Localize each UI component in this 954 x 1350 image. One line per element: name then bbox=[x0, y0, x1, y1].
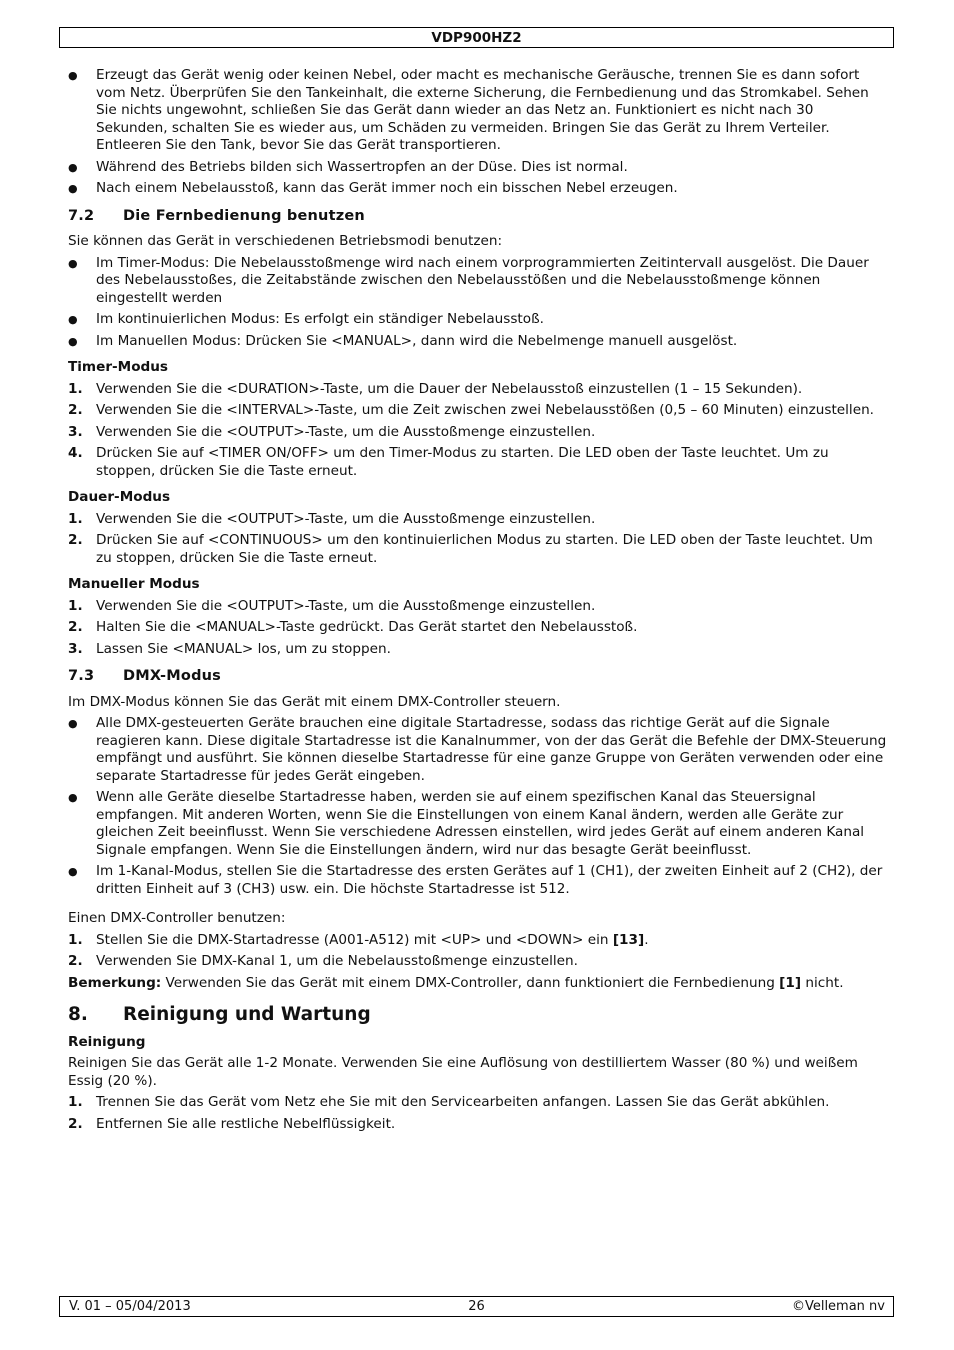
step-item: 2. Entfernen Sie alle restliche Nebelflüssigkeit. bbox=[68, 1115, 396, 1132]
bullet-icon: ● bbox=[68, 865, 78, 878]
reference-13: [13] bbox=[612, 931, 645, 948]
step-item: 3. Lassen Sie <MANUAL> los, um zu stoppen. bbox=[68, 640, 391, 657]
subheading-manueller-modus: Manueller Modus bbox=[68, 576, 200, 592]
intro-bullet-list bbox=[68, 67, 888, 198]
bullet-icon: ● bbox=[68, 69, 78, 82]
step-item: 1. Verwenden Sie die <OUTPUT>-Taste, um die Ausstoßmenge einzustellen. bbox=[68, 597, 596, 614]
subheading-timer-modus: Timer-Modus bbox=[68, 359, 169, 375]
bullet-icon: ● bbox=[68, 313, 78, 326]
section-heading-7-3: 7.3 DMX-Modus bbox=[68, 668, 222, 684]
page-content bbox=[68, 67, 888, 1137]
step-item: 3. Verwenden Sie die <OUTPUT>-Taste, um die Ausstoßmenge einzustellen. bbox=[68, 423, 596, 440]
step-item: 2. Halten Sie die <MANUAL>-Taste gedrückt. Das Gerät startet den Nebelausstoß. bbox=[68, 619, 638, 635]
list-item: ● Erzeugt das Gerät wenig oder keinen Nebel, oder macht es mechanische Geräusche, trennen Sie es dann sofort vom Netz. Überprüfen Sie den Tankeinhalt, die externe Sicherung, die Fernbedienung und das Stromkabel. Sehen Sie nichts ungewohnt, schließen Sie das Gerät dann wieder an das Netz an. Funktioniert es nicht nach 30 Sekunden, schalten Sie es wieder aus, um Schäden zu vermeiden. Bringen Sie das Gerät zu Ihrem Verteiler. Entleeren Sie den Tank, bevor Sie das Gerät transportieren. bbox=[68, 67, 869, 153]
subheading-dauer-modus: Dauer-Modus bbox=[68, 489, 171, 505]
list-item: ● Im Timer-Modus: Die Nebelausstoßmenge wird nach einem vorprogrammierten Zeitintervall ausgelöst. Die Dauer des Nebelausstoßes, die Zeitabstände zwischen den Nebelausstößen und die Nebelausstoßmenge können eingestellt werden bbox=[68, 254, 869, 306]
bullet-icon: ● bbox=[68, 182, 78, 195]
list-item: ● Im kontinuierlichen Modus: Es erfolgt ein ständiger Nebelausstoß. bbox=[68, 311, 544, 327]
list-item: ● Im 1-Kanal-Modus, stellen Sie die Startadresse des ersten Gerätes auf 1 (CH1), der zweiten Einheit auf 2 (CH2), der dritten Einheit auf 3 (CH3) usw. ein. Die höchste Startadresse ist 512. bbox=[68, 863, 883, 897]
footer-copyright: ©Velleman nv bbox=[791, 1299, 885, 1314]
step-item: 1. Verwenden Sie die <OUTPUT>-Taste, um die Ausstoßmenge einzustellen. bbox=[68, 510, 596, 527]
step-item: 2. Drücken Sie auf <CONTINUOUS> um den kontinuierlichen Modus zu starten. Die LED oben der Taste leuchtet. Um zu stoppen, drücken Sie die Taste erneut. bbox=[68, 532, 873, 566]
footer-page-number: 26 bbox=[468, 1299, 485, 1314]
step-item: 1. Trennen Sie das Gerät vom Netz ehe Sie mit den Servicearbeiten anfangen. Lassen Sie das Gerät abkühlen. bbox=[68, 1094, 830, 1110]
step-item: 1. Verwenden Sie die <DURATION>-Taste, um die Dauer der Nebelausstoß einzustellen (1 – 15 Sekunden). bbox=[68, 380, 803, 397]
bullet-icon: ● bbox=[68, 334, 78, 348]
bullet-icon: ● bbox=[68, 160, 78, 174]
step-item: 1. Stellen Sie die DMX-Startadresse (A001-A512) mit <UP> und <DOWN> ein [13]. bbox=[68, 931, 649, 948]
footer-version: V. 01 – 05/04/2013 bbox=[69, 1299, 191, 1314]
section-heading-7-2: 7.2 Die Fernbedienung benutzen bbox=[68, 207, 365, 224]
list-item: ● Im Manuellen Modus: Drücken Sie <MANUAL>, dann wird die Nebelmenge manuell ausgelöst. bbox=[68, 332, 738, 349]
page-footer bbox=[59, 1296, 894, 1317]
step-item: 2. Verwenden Sie die <INTERVAL>-Taste, um die Zeit zwischen zwei Nebelausstößen (0,5 – 60 Minuten) einzustellen. bbox=[68, 402, 875, 418]
list-item: ● Wenn alle Geräte dieselbe Startadresse haben, werden sie auf einem spezifischen Kanal das Steuersignal empfangen. Mit anderen Worten, wenn Sie die Einstellungen von einem Kanal ändern, werden alle Geräte zur gleichen Zeit beeinflusst. Wenn Sie verschiedene Adressen einstellen, wird jedes Gerät auf einem anderen Kanal Signale empfangen. Wenn Sie die Einstellungen ändern, wird nur das besagte Gerät beeinflusst. bbox=[68, 789, 865, 858]
note-paragraph: Bemerkung: Verwenden Sie das Gerät mit einem DMX-Controller, dann funktioniert die Fernbedienung [1] nicht. bbox=[68, 974, 844, 991]
subheading-reinigung: Reinigung bbox=[68, 1033, 146, 1050]
paragraph: Im DMX-Modus können Sie das Gerät mit einem DMX-Controller steuern. bbox=[68, 693, 561, 710]
chapter-heading-8: 8. Reinigung und Wartung bbox=[68, 1004, 371, 1025]
list-item: ● Alle DMX-gesteuerten Geräte brauchen eine digitale Startadresse, sodass das richtige Gerät auf die Signale reagieren kann. Diese digitale Startadresse ist die Kanalnummer, von der das Gerät die Befehle der DMX-Steuerung empfängt und ausführt. Sie können dieselbe Startadresse für eine ganze Gruppe von Geräten verwenden oder eine separate Startadresse für jedes Gerät eingeben. bbox=[68, 715, 887, 784]
header-title: VDP900HZ2 bbox=[59, 27, 894, 48]
bullet-icon: ● bbox=[68, 717, 78, 730]
paragraph: Sie können das Gerät in verschiedenen Betriebsmodi benutzen: bbox=[68, 233, 503, 249]
list-item: ● Nach einem Nebelausstoß, kann das Gerät immer noch ein bisschen Nebel erzeugen. bbox=[68, 180, 678, 196]
reference-1: [1] bbox=[779, 974, 802, 991]
paragraph: Reinigen Sie das Gerät alle 1-2 Monate. Verwenden Sie eine Auflösung von destilliertem Wasser (80 %) und weißem Essig (20 %). bbox=[68, 1055, 858, 1089]
bullet-icon: ● bbox=[68, 256, 78, 270]
bullet-icon: ● bbox=[68, 791, 78, 804]
paragraph: Einen DMX-Controller benutzen: bbox=[68, 910, 286, 926]
list-item: ● Während des Betriebs bilden sich Wassertropfen an der Düse. Dies ist normal. bbox=[68, 158, 628, 175]
step-item: 4. Drücken Sie auf <TIMER ON/OFF> um den Timer-Modus zu starten. Die LED oben der Taste leuchtet. Um zu stoppen, drücken Sie die Taste erneut. bbox=[68, 445, 829, 479]
step-item: 2. Verwenden Sie DMX-Kanal 1, um die Nebelausstoßmenge einzustellen. bbox=[68, 953, 578, 969]
